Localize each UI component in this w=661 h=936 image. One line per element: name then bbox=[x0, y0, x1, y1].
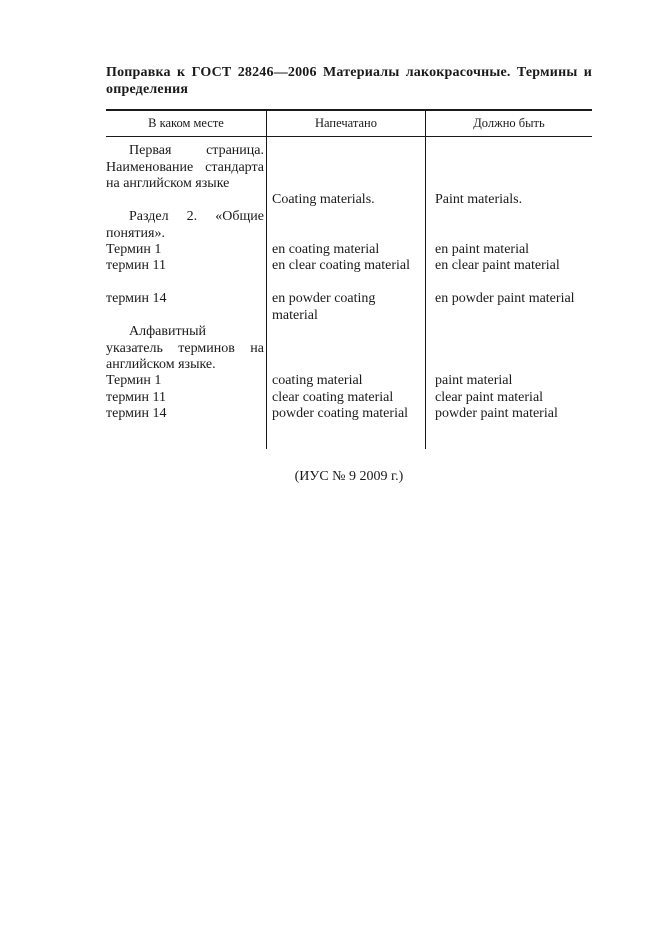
correct-paint-material: paint material bbox=[435, 373, 513, 388]
document-title: Поправка к ГОСТ 28246—2006 Материалы лакокрасочные. Термины и определения bbox=[106, 65, 592, 97]
printed-clear-coating-material: clear coating material bbox=[272, 390, 394, 405]
location-term-11: термин 11 bbox=[106, 258, 166, 273]
column-divider-1 bbox=[266, 111, 267, 449]
printed-en-powder-coating-material: en powder coating material bbox=[272, 291, 376, 323]
column-divider-2 bbox=[425, 111, 426, 449]
printed-en-coating-material: en coating material bbox=[272, 242, 380, 257]
table-header-rule bbox=[106, 136, 592, 137]
correct-en-clear-paint-material: en clear paint material bbox=[435, 258, 560, 273]
correct-en-paint-material: en paint material bbox=[435, 242, 530, 257]
location-index-term-11: термин 11 bbox=[106, 390, 166, 405]
location-first-page: Первая страница. Наименование стандарта на английском языке bbox=[106, 143, 264, 191]
header-printed: Напечатано bbox=[315, 116, 377, 130]
header-location: В каком месте bbox=[148, 116, 224, 130]
location-alphabetical-index: Алфавитный указатель терминов на английском языке. bbox=[106, 324, 264, 372]
printed-en-clear-coating-material: en clear coating material bbox=[272, 258, 410, 273]
location-index-term-14: термин 14 bbox=[106, 406, 167, 421]
location-term-14: термин 14 bbox=[106, 291, 167, 306]
printed-powder-coating-material: powder coating material bbox=[272, 406, 409, 421]
source-reference: (ИУС № 9 2009 г.) bbox=[294, 469, 404, 484]
location-section-2: Раздел 2. «Общие понятия». bbox=[106, 209, 264, 241]
printed-coating-materials: Coating materials. bbox=[272, 192, 375, 207]
correct-en-powder-paint-material: en powder paint material bbox=[435, 291, 575, 306]
header-should-be: Должно быть bbox=[473, 116, 545, 130]
correct-powder-paint-material: powder paint material bbox=[435, 406, 558, 421]
location-index-term-1: Термин 1 bbox=[106, 373, 162, 388]
correct-paint-materials: Paint materials. bbox=[435, 192, 523, 207]
printed-coating-material: coating material bbox=[272, 373, 363, 388]
correct-clear-paint-material: clear paint material bbox=[435, 390, 544, 405]
table-top-rule bbox=[106, 109, 592, 111]
location-term-1: Термин 1 bbox=[106, 242, 162, 257]
